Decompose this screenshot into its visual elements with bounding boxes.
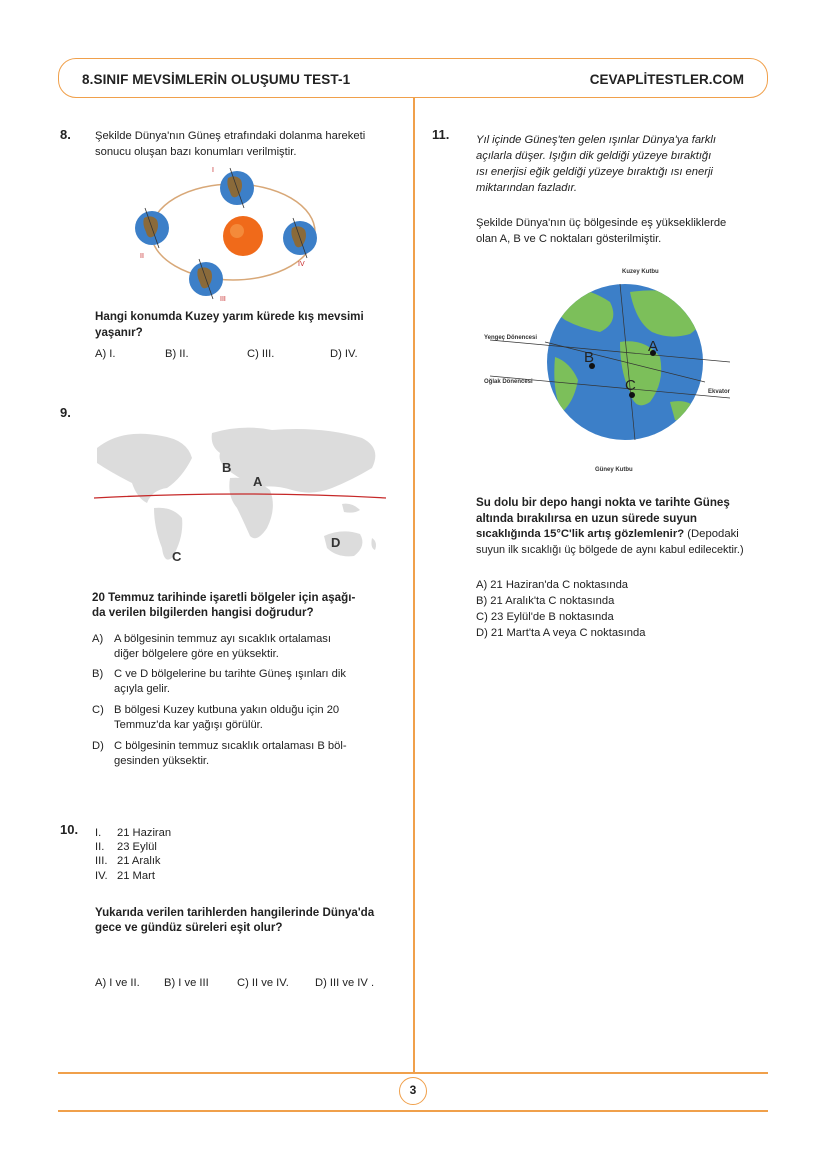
q11-desc-line1: Şekilde Dünya'nın üç bölgesinde eş yüksekliklerde [476, 217, 727, 229]
pos-label-4: IV [298, 261, 305, 268]
q11-note-line: suyun ilk sıcaklığı üç bölgede de aynı kabul edilecektir.) [476, 544, 744, 556]
q10-item-4-text: 21 Mart [117, 870, 155, 882]
q10-question-line2: gece ve gündüz süreleri eşit olur? [95, 921, 283, 934]
q11-option-b[interactable]: B) 21 Aralık'ta C noktasında [476, 595, 615, 607]
orbit-figure [120, 162, 340, 307]
q9-option-a-line2[interactable]: diğer bölgelere göre en yüksektir. [114, 648, 279, 660]
south-pole-label: Güney Kutbu [595, 467, 633, 473]
q9-question-line2: da verilen bilgilerden hangisi doğrudur? [92, 606, 314, 619]
q8-question-line2: yaşanır? [95, 326, 143, 339]
q11-option-d[interactable]: D) 21 Mart'ta A veya C noktasında [476, 627, 646, 639]
q9-option-a-letter[interactable]: A) [92, 633, 104, 645]
site-name: CEVAPLİTESTLER.COM [589, 72, 744, 87]
q10-item-2-text: 23 Eylül [117, 841, 157, 853]
globe-label-a: A [648, 338, 659, 355]
tropic-capricorn-label: Oğlak Dönencesi [484, 379, 533, 385]
q8-option-c[interactable]: C) III. [247, 348, 275, 360]
q10-item-2-roman: II. [95, 841, 105, 853]
test-title: 8.SINIF MEVSİMLERİN OLUŞUMU TEST-1 [82, 72, 351, 87]
map-label-d: D [331, 535, 341, 550]
q9-option-b-line1[interactable]: C ve D bölgelerine bu tarihte Güneş ışınları dik [114, 668, 346, 680]
q11-intro-line2: açılarla düşer. Işığın dik geldiği yüzeye bıraktığı [476, 150, 712, 162]
page-number: 3 [399, 1077, 427, 1105]
q11-question-line3 [476, 527, 739, 542]
pos-label-3: III [220, 296, 226, 303]
earth-position-2 [135, 208, 169, 248]
world-map [92, 418, 388, 568]
map-label-b: B [222, 460, 232, 475]
q9-option-d-line1[interactable]: C bölgesinin temmuz sıcaklık ortalaması B böl- [114, 740, 347, 752]
globe-label-c: C [625, 377, 636, 394]
q10-question-line1: Yukarıda verilen tarihlerden hangilerinde Dünya'da [95, 906, 375, 919]
q9-question-line1: 20 Temmuz tarihinde işaretli bölgeler için aşağı- [92, 591, 356, 604]
q9-option-b-line2[interactable]: açıyla gelir. [114, 683, 170, 695]
q10-item-3-text: 21 Aralık [117, 855, 161, 867]
q11-question-line3-normal: (Depodaki [684, 528, 739, 540]
q8-intro-line1: Şekilde Dünya'nın Güneş etrafındaki dolanma hareketi [95, 130, 366, 142]
q10-item-3-roman: III. [95, 855, 108, 867]
map-label-c: C [172, 549, 182, 564]
globe-figure [470, 262, 750, 477]
sun [223, 216, 263, 256]
equator-label: Ekvator [708, 389, 731, 395]
q9-option-b-letter[interactable]: B) [92, 668, 104, 680]
q8-option-d[interactable]: D) IV. [330, 348, 358, 360]
q8-number: 8. [60, 127, 71, 142]
q8-option-b[interactable]: B) II. [165, 348, 189, 360]
q11-question-line3-bold: sıcaklığında 15°C'lik artış gözlemlenir? [476, 528, 685, 540]
q10-option-c[interactable]: C) II ve IV. [237, 977, 289, 989]
q10-option-a[interactable]: A) I ve II. [95, 977, 140, 989]
tropic-cancer-label: Yengeç Dönencesi [484, 335, 538, 341]
globe-label-b: B [584, 349, 595, 366]
q11-intro-line4: miktarından fazladır. [476, 182, 577, 194]
earth-position-4 [283, 218, 317, 258]
q11-number: 11. [432, 127, 450, 142]
q11-desc-line2: olan A, B ve C noktaları gösterilmiştir. [476, 233, 662, 245]
q10-item-1-roman: I. [95, 827, 102, 839]
q9-option-d-letter[interactable]: D) [92, 740, 104, 752]
pos-label-2: II [140, 253, 144, 260]
q11-question-line2: altında bırakılırsa en uzun sürede suyun [476, 512, 697, 525]
q10-item-1-text: 21 Haziran [117, 827, 172, 839]
q8-question-line1: Hangi konumda Kuzey yarım kürede kış mevsimi [95, 310, 364, 323]
map-label-a: A [253, 474, 263, 489]
earth-position-3 [189, 259, 223, 299]
q9-option-c-letter[interactable]: C) [92, 704, 104, 716]
q9-option-d-line2[interactable]: gesinden yüksektir. [114, 755, 210, 767]
q11-option-c[interactable]: C) 23 Eylül'de B noktasında [476, 611, 614, 623]
footer-line-bottom [58, 1110, 768, 1112]
pos-label-1: I [212, 167, 214, 174]
q9-option-c-line1[interactable]: B bölgesi Kuzey kutbuna yakın olduğu için 20 [114, 704, 340, 716]
earth-position-1 [220, 168, 254, 208]
footer-line-top [58, 1072, 768, 1074]
q9-option-a-line1[interactable]: A bölgesinin temmuz ayı sıcaklık ortalaması [114, 633, 332, 645]
column-divider [413, 98, 415, 1073]
q8-option-a[interactable]: A) I. [95, 348, 116, 360]
q9-option-c-line2[interactable]: Temmuz'da kar yağışı görülür. [114, 719, 263, 731]
q11-question-line1: Su dolu bir depo hangi nokta ve tarihte Güneş [476, 496, 730, 509]
q9-number: 9. [60, 405, 71, 420]
q11-intro-line3: ısı enerjisi eğik geldiği yüzeye bıraktığı ısı enerji [476, 166, 713, 178]
q8-intro-line2: sonucu oluşan bazı konumları verilmiştir. [95, 146, 297, 158]
q11-option-a[interactable]: A) 21 Haziran'da C noktasında [476, 579, 629, 591]
q10-option-d[interactable]: D) III ve IV . [315, 977, 375, 989]
q10-item-4-roman: IV. [95, 870, 108, 882]
q10-option-b[interactable]: B) I ve III [164, 977, 209, 989]
q10-number: 10. [60, 822, 79, 837]
q11-intro-line1: Yıl içinde Güneş'ten gelen ışınlar Dünya'ya farklı [476, 134, 716, 146]
north-pole-label: Kuzey Kutbu [622, 269, 659, 275]
